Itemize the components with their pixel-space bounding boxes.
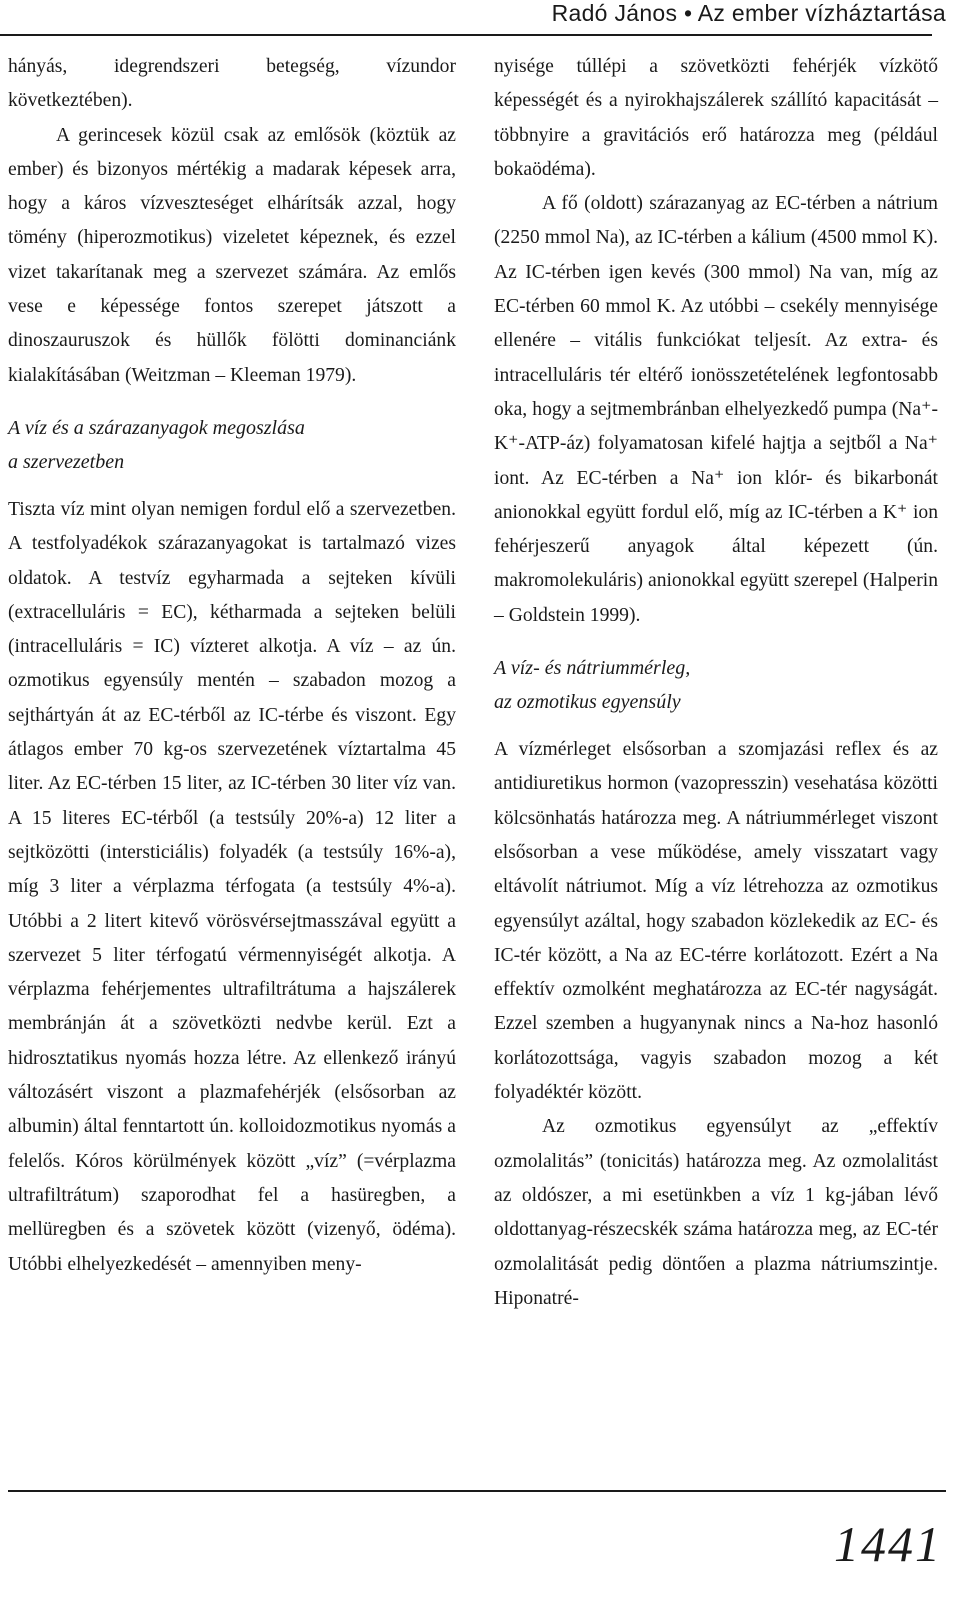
section-heading-line: A víz és a szárazanyagok megoszlása	[8, 416, 305, 439]
section-heading-line: az ozmotikus egyensúly	[494, 691, 681, 714]
running-title: Radó János • Az ember vízháztartása	[551, 0, 946, 26]
section-heading-line: a szervezetben	[8, 450, 125, 473]
left-paragraph-1: hányás, idegrendszeri betegség, vízundor következtében).	[8, 56, 456, 112]
left-paragraph-3: Tiszta víz mint olyan nemigen fordul elő a szervezetben. A testfolyadékok szárazanyagokat is tartalmazó vizes oldatok. A testvíz egyharmada a sejteken kívüli (extracelluláris = EC), kétharmada a sejteken belüli (intracelluláris = IC) vízteret alkotja. A víz – az ún. ozmotikus egyensúly mentén – szabadon mozog a sejthártyán át az EC-térből az IC-térbe és viszont. Egy átlagos ember 70 kg-os szervezetének víztartalma 45 liter. Az EC-térben 15 liter, az IC-térben 30 liter víz van. A 15 literes EC-térből (a testsúly 20%-a) 12 liter a sejtközötti (intersticiális) folyadék (a testsúly 16%-a), míg 3 liter a vérplazma térfogata (a testsúly 4%-a). Utóbbi a 2 litert kitevő vörösvérsejtmasszával együtt a szervezet 5 liter térfogatú vérmennyiségét alkotja. A vérplazma fehérjementes ultrafiltrátuma a hajszálerek membránján át a szövetközti nedvbe kerül. Ezt a hidrosztatikus nyomás hozza létre. Az ellenkező irányú változásért viszont a plazmafehérjék (elsősorban az albumin) által fenntartott ún. kolloidozmotikus nyomás a felelős. Kóros körülmények között „víz” (=vérplazma ultrafiltrátum) szaporodhat fel a hasüregben, a mellüregben és a szövetek között (vizenyő, ödéma). Utóbbi elhelyezkedését – amennyiben meny-	[8, 498, 456, 1275]
right-paragraph-4: Az ozmotikus egyensúlyt az „effektív ozmolalitás” (tonicitás) határozza meg. Az ozmolalitást az oldószer, a mi esetünkben a víz 1 kg-jában lévő oldottanyag-részecskék száma határozza meg, az EC-tér ozmolalitását pedig döntően a plazma nátriumszintje. Hiponatré-	[494, 1116, 938, 1309]
footer-rule	[8, 1490, 946, 1492]
left-paragraph-2: A gerincesek közül csak az emlősök (köztük az ember) és bizonyos mértékig a madarak képesek arra, hogy a káros vízveszteséget elhárítsák azzal, hogy tömény (hiperozmotikus) vizeletet képeznek, és ezzel vizet takarítanak meg a szervezet számára. Az emlős vese e képessége fontos szerepet játszott a dinoszauruszok és hüllők fölötti dominanciánk kialakításában (Weitzman – Kleeman 1979).	[8, 124, 456, 386]
running-header	[0, 0, 946, 36]
left-column	[8, 50, 456, 1282]
section-heading-water-sodium-balance	[494, 651, 938, 719]
section-heading-water-distribution	[8, 411, 456, 479]
page-number: 1441	[834, 1516, 942, 1572]
right-paragraph-1: nyisége túllépi a szövetközti fehérjék vízkötő képességét és a nyirokhajszálerek szállító kapacitását – többnyire a gravitációs erő határozza meg (például bokaödéma).	[494, 56, 938, 180]
right-paragraph-3: A vízmérleget elsősorban a szomjazási reflex és az antidiuretikus hormon (vazopresszin) vesehatása közötti kölcsönhatás határozza meg. A nátriummérleget viszont elsősorban a vese működése, amely visszatart vagy eltávolít nátriumot. Míg a víz létrehozza az ozmotikus egyensúlyt azáltal, hogy szabadon közlekedik az EC- és IC-tér között, a Na az EC-térre korlátozott. Ezért a Na effektív ozmolként meghatározza az EC-tér nagyságát. Ezzel szemben a hugyanynak nincs a Na-hoz hasonló korlátozottsága, vagyis szabadon mozog a két folyadéktér között.	[494, 739, 938, 1104]
section-heading-line: A víz- és nátriummérleg,	[494, 657, 691, 680]
right-paragraph-2: A fő (oldott) szárazanyag az EC-térben a nátrium (2250 mmol Na), az IC-térben a kálium (4500 mmol K). Az IC-térben igen kevés (300 mmol) Na van, míg az EC-térben 60 mmol K. Az utóbbi – csekély mennyisége ellenére – vitális funkciókat teljesít. Az extra- és intracelluláris tér eltérő ionösszetételének legfontosabb oka, hogy a sejtmembránban elhelyezkedő pumpa (Na⁺-K⁺-ATP-áz) folyamatosan kifelé hajtja a sejtből a Na⁺ iont. Az EC-térben a Na⁺ ion klór- és bikarbonát anionokkal együtt fordul elő, míg az IC-térben a K⁺ ion fehérjeszerű anyagok által képezett (ún. makromolekuláris) anionokkal együtt szerepel (Halperin – Goldstein 1999).	[494, 193, 938, 626]
header-rule	[0, 34, 932, 36]
right-column	[494, 50, 938, 1316]
